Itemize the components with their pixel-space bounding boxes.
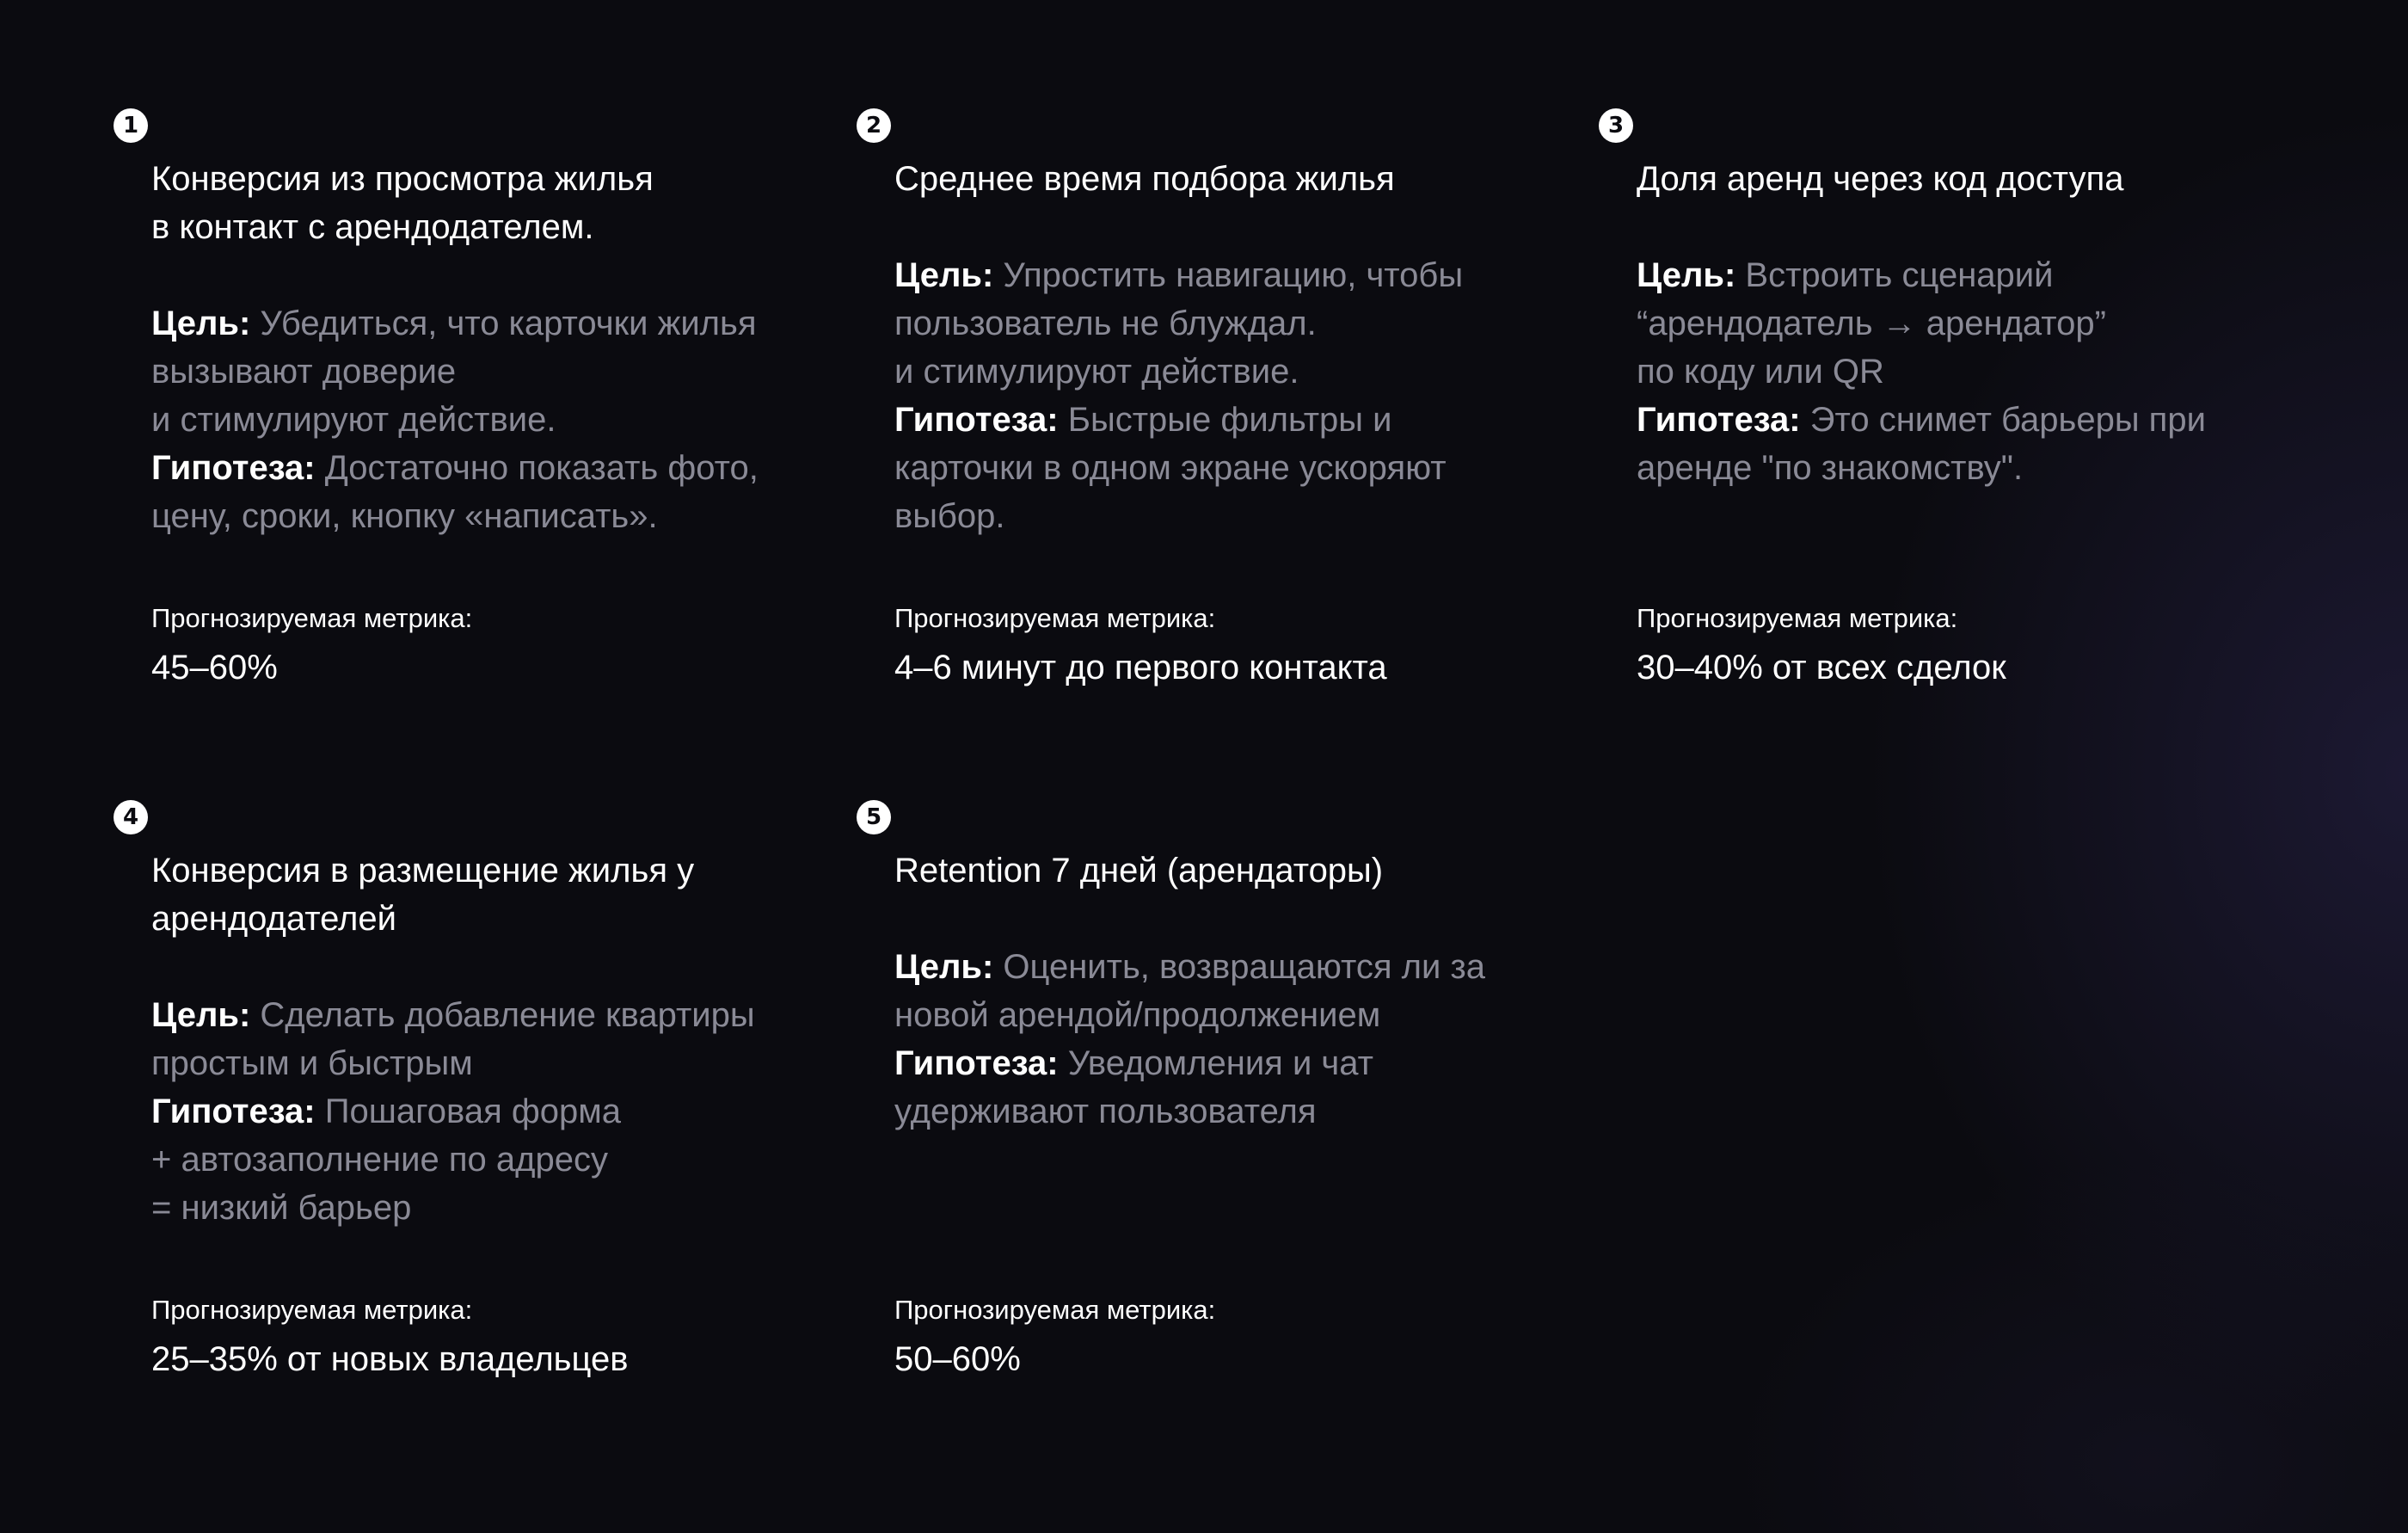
hypothesis-text: Это снимет барьеры при аренде "по знакомству". bbox=[1637, 401, 2206, 487]
goal-text: Убедиться, что карточки жилья вызывают доверие и стимулируют действие. bbox=[151, 305, 757, 439]
card-title: Доля аренд через код доступа bbox=[1637, 160, 2124, 198]
goal-label: Цель: bbox=[151, 305, 251, 342]
card-number-badge: 5 bbox=[857, 800, 891, 834]
forecast-metric bbox=[894, 1292, 1215, 1382]
hypothesis-label: Гипотеза: bbox=[894, 401, 1059, 439]
card-number-badge: 2 bbox=[857, 108, 891, 143]
forecast-metric bbox=[151, 1292, 628, 1382]
card-body bbox=[151, 991, 857, 1232]
forecast-metric bbox=[151, 600, 472, 690]
goal-label: Цель: bbox=[894, 256, 994, 294]
card-title: Конверсия в размещение жилья у арендодателей bbox=[151, 852, 695, 938]
forecast-metric bbox=[894, 600, 1387, 690]
hypothesis-label: Гипотеза: bbox=[1637, 401, 1801, 439]
hypothesis-text: Уведомления и чат удерживают пользователя bbox=[894, 1044, 1373, 1130]
forecast-metric-label: Прогнозируемая метрика: bbox=[894, 1295, 1216, 1325]
hypothesis-text: Пошаговая форма + автозаполнение по адресу = низкий барьер bbox=[151, 1093, 621, 1227]
card-body bbox=[894, 251, 1600, 540]
card-title: Конверсия из просмотра жилья в контакт с арендодателем. bbox=[151, 160, 654, 246]
goal-label: Цель: bbox=[1637, 256, 1736, 294]
forecast-metric-label: Прогнозируемая метрика: bbox=[151, 603, 473, 633]
card-title: Retention 7 дней (арендаторы) bbox=[894, 852, 1384, 890]
metric-card-1 bbox=[122, 113, 857, 705]
forecast-metric-value: 45–60% bbox=[151, 649, 278, 686]
forecast-metric-value: 4–6 минут до первого контакта bbox=[894, 649, 1387, 686]
goal-text: Сделать добавление квартиры простым и быстрым bbox=[151, 996, 755, 1082]
forecast-metric-value: 50–60% bbox=[894, 1340, 1021, 1378]
card-body bbox=[151, 299, 857, 540]
goal-text: Оценить, возвращаются ли за новой арендой/продолжением bbox=[894, 948, 1486, 1034]
card-number-badge: 4 bbox=[114, 800, 148, 834]
forecast-metric-value: 25–35% от новых владельцев bbox=[151, 1340, 629, 1378]
card-title: Среднее время подбора жилья bbox=[894, 160, 1395, 198]
goal-text: Упростить навигацию, чтобы пользователь не блуждал. и стимулируют действие. bbox=[894, 256, 1464, 391]
card-body bbox=[894, 943, 1600, 1136]
goal-label: Цель: bbox=[151, 996, 251, 1034]
forecast-metric-value: 30–40% от всех сделок bbox=[1637, 649, 2006, 686]
forecast-metric-label: Прогнозируемая метрика: bbox=[151, 1295, 473, 1325]
goal-label: Цель: bbox=[894, 948, 994, 986]
hypothesis-label: Гипотеза: bbox=[894, 1044, 1059, 1082]
card-number-badge: 3 bbox=[1599, 108, 1633, 143]
metric-card-2 bbox=[865, 113, 1600, 705]
card-number-badge: 1 bbox=[114, 108, 148, 143]
metric-card-5 bbox=[865, 804, 1600, 1397]
hypothesis-label: Гипотеза: bbox=[151, 1093, 316, 1130]
metric-card-3 bbox=[1607, 113, 2342, 705]
hypothesis-text: Быстрые фильтры и карточки в одном экране ускоряют выбор. bbox=[894, 401, 1447, 535]
goal-text: Встроить сценарий “арендодатель → арендатор” по коду или QR bbox=[1637, 256, 2106, 391]
forecast-metric-label: Прогнозируемая метрика: bbox=[894, 603, 1216, 633]
metric-card-4 bbox=[122, 804, 857, 1397]
hypothesis-text: Достаточно показать фото, цену, сроки, кнопку «написать». bbox=[151, 449, 759, 535]
forecast-metric bbox=[1637, 600, 2006, 690]
hypothesis-label: Гипотеза: bbox=[151, 449, 316, 487]
card-body bbox=[1637, 251, 2342, 492]
forecast-metric-label: Прогнозируемая метрика: bbox=[1637, 603, 1958, 633]
